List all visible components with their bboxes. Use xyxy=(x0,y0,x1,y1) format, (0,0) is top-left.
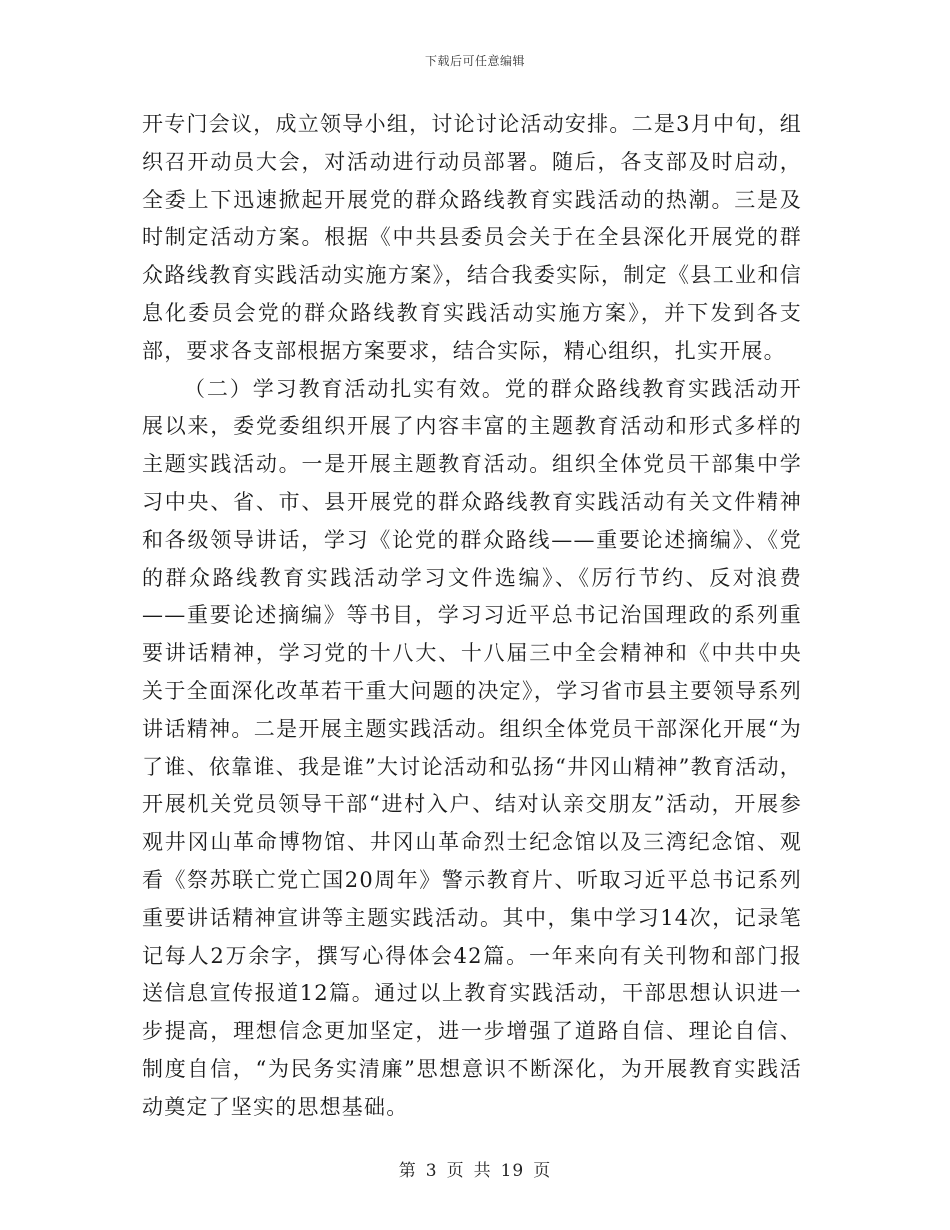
footer-page-word: 页 xyxy=(446,1161,465,1181)
footer-total-suffix: 页 xyxy=(533,1161,552,1181)
body-paragraph-study-education: （二）学习教育活动扎实有效。党的群众路线教育实践活动开展以来，委党委组织开展了内容丰富的主题教育活动和形式多样的主题实践活动。一是开展主题教育活动。组织全体党员干部集中学习中央、省、市、县开展党的群众路线教育实践活动有关文件精神和各级领导讲话，学习《论党的群众路线——重要论述摘编》、《党的群众路线教育实践活动学习文件选编》、《厉行节约、反对浪费——重要论述摘编》等书目，学习习近平总书记治国理政的系列重要讲话精神，学习党的十八大、十八届三中全会精神和《中共中央关于全面深化改革若干重大问题的决定》，学习省市县主要领导系列讲话精神。二是开展主题实践活动。组织全体党员干部深化开展“为了谁、依靠谁、我是谁”大讨论活动和弘扬“井冈山精神”教育活动，开展机关党员领导干部“进村入户、结对认亲交朋友”活动，开展参观井冈山革命博物馆、井冈山革命烈士纪念馆以及三湾纪念馆、观看《祭苏联亡党亡国20周年》警示教育片、听取习近平总书记系列重要讲话精神宣讲等主题实践活动。其中，集中学习14次，记录笔记每人2万余字，撰写心得体会42篇。一年来向有关刊物和部门报送信息宣传报道12篇。通过以上教育实践活动，干部思想认识进一步提高，理想信念更加坚定，进一步增强了道路自信、理论自信、制度自信，“为民务实清廉”思想意识不断深化，为开展教育实践活动奠定了坚实的思想基础。 xyxy=(142,376,802,1119)
footer-total-pages: 19 xyxy=(500,1161,525,1181)
footer-total-prefix: 共 xyxy=(473,1161,492,1181)
document-body xyxy=(142,106,802,1127)
footer-page-prefix: 第 xyxy=(398,1161,417,1181)
page-footer xyxy=(0,1156,950,1181)
footer-current-page: 3 xyxy=(425,1161,438,1181)
page-header: 下载后可任意编辑 xyxy=(424,54,525,68)
body-paragraph-continued: 开专门会议，成立领导小组，讨论讨论活动安排。二是3月中旬，组织召开动员大会，对活动进行动员部署。随后，各支部及时启动，全委上下迅速掀起开展党的群众路线教育实践活动的热潮。三是及时制定活动方案。根据《中共县委员会关于在全县深化开展党的群众路线教育实践活动实施方案》，结合我委实际，制定《县工业和信息化委员会党的群众路线教育实践活动实施方案》，并下发到各支部，要求各支部根据方案要求，结合实际，精心组织，扎实开展。 xyxy=(142,112,802,363)
